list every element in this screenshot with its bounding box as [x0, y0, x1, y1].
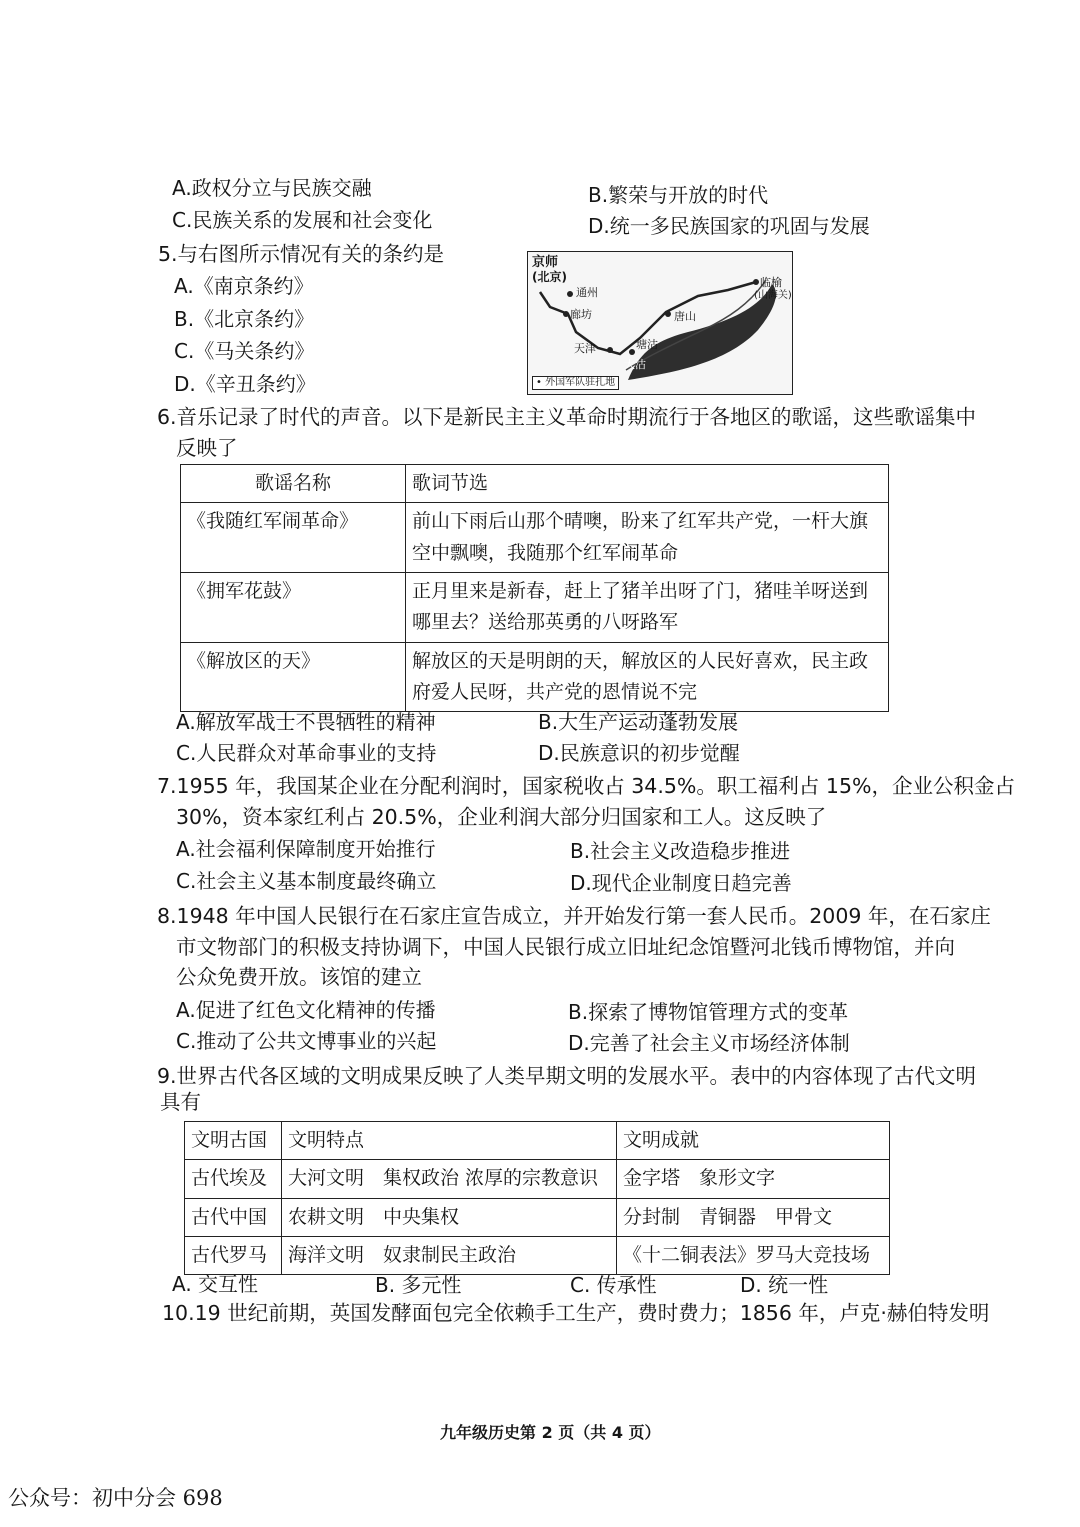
q6-option-a: A.解放军战士不畏牺牲的精神 — [176, 710, 436, 734]
q9-stem-line1: 9.世界古代各区域的文明成果反映了人类早期文明的发展水平。表中的内容体现了古代文明 — [157, 1064, 977, 1088]
table-header-row — [181, 465, 889, 503]
table-row — [185, 1237, 890, 1275]
table-cell: 《十二铜表法》罗马大竞技场 — [617, 1237, 890, 1275]
song-name: 《解放区的天》 — [181, 642, 406, 712]
q7-option-b: B.社会主义改造稳步推进 — [570, 839, 791, 863]
q6-option-d: D.民族意识的初步觉醒 — [538, 741, 740, 765]
q4-option-a: A.政权分立与民族交融 — [172, 176, 372, 200]
q9-option-c: C. 传承性 — [570, 1273, 657, 1297]
song-lyrics — [406, 503, 889, 573]
station-marker-tangshan — [665, 311, 671, 317]
q5-map-drawing — [528, 252, 792, 394]
table-cell: 金字塔 象形文字 — [617, 1160, 890, 1198]
q9-stem-line2: 具有 — [160, 1090, 201, 1114]
lyric-line: 正月里来是新春，赶上了猪羊出呀了门，猪哇羊呀送到 — [412, 580, 869, 603]
q8-option-d: D.完善了社会主义市场经济体制 — [568, 1031, 850, 1055]
table-header-row — [185, 1122, 890, 1160]
song-name: 《我随红军闹革命》 — [181, 503, 406, 573]
lyric-line: 哪里去？送给那英勇的八呀路军 — [412, 611, 679, 634]
q5-map-figure — [527, 251, 793, 395]
table-cell: 古代罗马 — [185, 1237, 282, 1275]
song-lyrics — [406, 642, 889, 712]
q7-stem-line2: 30%，资本家红利占 20.5%，企业利润大部分归国家和工人。这反映了 — [176, 805, 827, 829]
table-cell: 农耕文明 中央集权 — [282, 1198, 617, 1236]
lyric-line: 前山下雨后山那个晴噢，盼来了红军共产党，一杆大旗 — [412, 510, 869, 533]
q6-option-b: B.大生产运动蓬勃发展 — [538, 710, 739, 734]
lyric-line: 解放区的天是明朗的天，解放区的人民好喜欢，民主政 — [412, 649, 869, 672]
map-label-langfang: 廊坊 — [570, 308, 592, 321]
q6-stem-line2: 反映了 — [176, 436, 238, 460]
map-label-shanhaiguan: (山海关) — [754, 290, 792, 301]
q6-stem-line1: 6.音乐记录了时代的声音。以下是新民主主义革命时期流行于各地区的歌谣，这些歌谣集中 — [157, 405, 977, 429]
station-marker-linyu — [753, 279, 759, 285]
lyric-line: 府爱人民呀，共产党的恩情说不完 — [412, 681, 698, 704]
q6-option-c: C.人民群众对革命事业的支持 — [176, 741, 437, 765]
station-marker-tanggu — [629, 349, 635, 355]
table-row — [181, 642, 889, 712]
q9-option-a: A. 交互性 — [172, 1272, 259, 1296]
table-row — [185, 1160, 890, 1198]
q5-option-d: D.《辛丑条约》 — [174, 372, 316, 396]
q9-option-d: D. 统一性 — [740, 1273, 829, 1297]
q8-option-a: A.促进了红色文化精神的传播 — [176, 998, 436, 1022]
table-cell: 古代中国 — [185, 1198, 282, 1236]
q5-option-c: C.《马关条约》 — [174, 339, 315, 363]
q8-stem-line2: 市文物部门的积极支持协调下，中国人民银行成立旧址纪念馆暨河北钱币博物馆，并向 — [176, 935, 955, 959]
table-header-cell: 文明古国 — [185, 1122, 282, 1160]
table-row — [181, 573, 889, 643]
watermark: 公众号：初中分会 698 — [8, 1486, 223, 1510]
q6-song-table — [180, 464, 889, 712]
q4-option-c: C.民族关系的发展和社会变化 — [172, 208, 433, 232]
station-marker-langfang — [563, 311, 569, 317]
q7-stem-line1: 7.1955 年，我国某企业在分配利润时，国家税收占 34.5%。职工福利占 15%，企业公积金占 — [157, 774, 1015, 798]
table-header-cell: 歌词节选 — [406, 465, 889, 503]
q5-option-a: A.《南京条约》 — [174, 274, 314, 298]
map-label-tianjin: 天津 — [574, 342, 596, 355]
q8-option-c: C.推动了公共文博事业的兴起 — [176, 1029, 437, 1053]
map-label-tongzhou: 通州 — [576, 286, 598, 299]
table-cell: 分封制 青铜器 甲骨文 — [617, 1198, 890, 1236]
station-marker-tongzhou — [567, 291, 573, 297]
q5-stem: 5.与右图所示情况有关的条约是 — [158, 242, 445, 266]
q7-option-d: D.现代企业制度日趋完善 — [570, 871, 792, 895]
table-cell: 海洋文明 奴隶制民主政治 — [282, 1237, 617, 1275]
table-row — [181, 503, 889, 573]
q10-stem-line1: 10.19 世纪前期，英国发酵面包完全依赖手工生产，费时费力；1856 年，卢克·赫伯特发明 — [162, 1301, 990, 1325]
q9-option-b: B. 多元性 — [375, 1273, 462, 1297]
map-legend: • 外国军队驻扎地 — [532, 376, 619, 390]
map-label-capital: 京师 — [532, 255, 559, 270]
lyric-line: 空中飘噢，我随那个红军闹革命 — [412, 541, 679, 564]
table-cell: 大河文明 集权政治 浓厚的宗教意识 — [282, 1160, 617, 1198]
map-label-capital-sub: (北京) — [532, 270, 567, 284]
q7-option-a: A.社会福利保障制度开始推行 — [176, 837, 436, 861]
song-name: 《拥军花鼓》 — [181, 573, 406, 643]
table-header-cell: 文明特点 — [282, 1122, 617, 1160]
map-label-tangshan: 唐山 — [674, 310, 696, 323]
q4-option-b: B.繁荣与开放的时代 — [588, 183, 769, 207]
map-label-dagu: 大沽 — [624, 358, 646, 371]
table-header-cell: 歌谣名称 — [181, 465, 406, 503]
q7-option-c: C.社会主义基本制度最终确立 — [176, 869, 437, 893]
station-marker-tianjin — [607, 347, 613, 353]
song-lyrics — [406, 573, 889, 643]
table-header-cell: 文明成就 — [617, 1122, 890, 1160]
q8-stem-line3: 公众免费开放。该馆的建立 — [176, 965, 422, 989]
q9-civilization-table — [184, 1121, 890, 1275]
q8-stem-line1: 8.1948 年中国人民银行在石家庄宣告成立，并开始发行第一套人民币。2009 年，在石家庄 — [157, 904, 991, 928]
q5-option-b: B.《北京条约》 — [174, 307, 315, 331]
map-label-linyu: 临榆 — [760, 276, 782, 289]
page-footer: 九年级历史第 2 页（共 4 页） — [440, 1423, 661, 1442]
table-row — [185, 1198, 890, 1236]
table-cell: 古代埃及 — [185, 1160, 282, 1198]
q4-option-d: D.统一多民族国家的巩固与发展 — [588, 214, 870, 238]
q8-option-b: B.探索了博物馆管理方式的变革 — [568, 1000, 849, 1024]
map-label-tanggu: 塘沽 — [636, 338, 658, 351]
